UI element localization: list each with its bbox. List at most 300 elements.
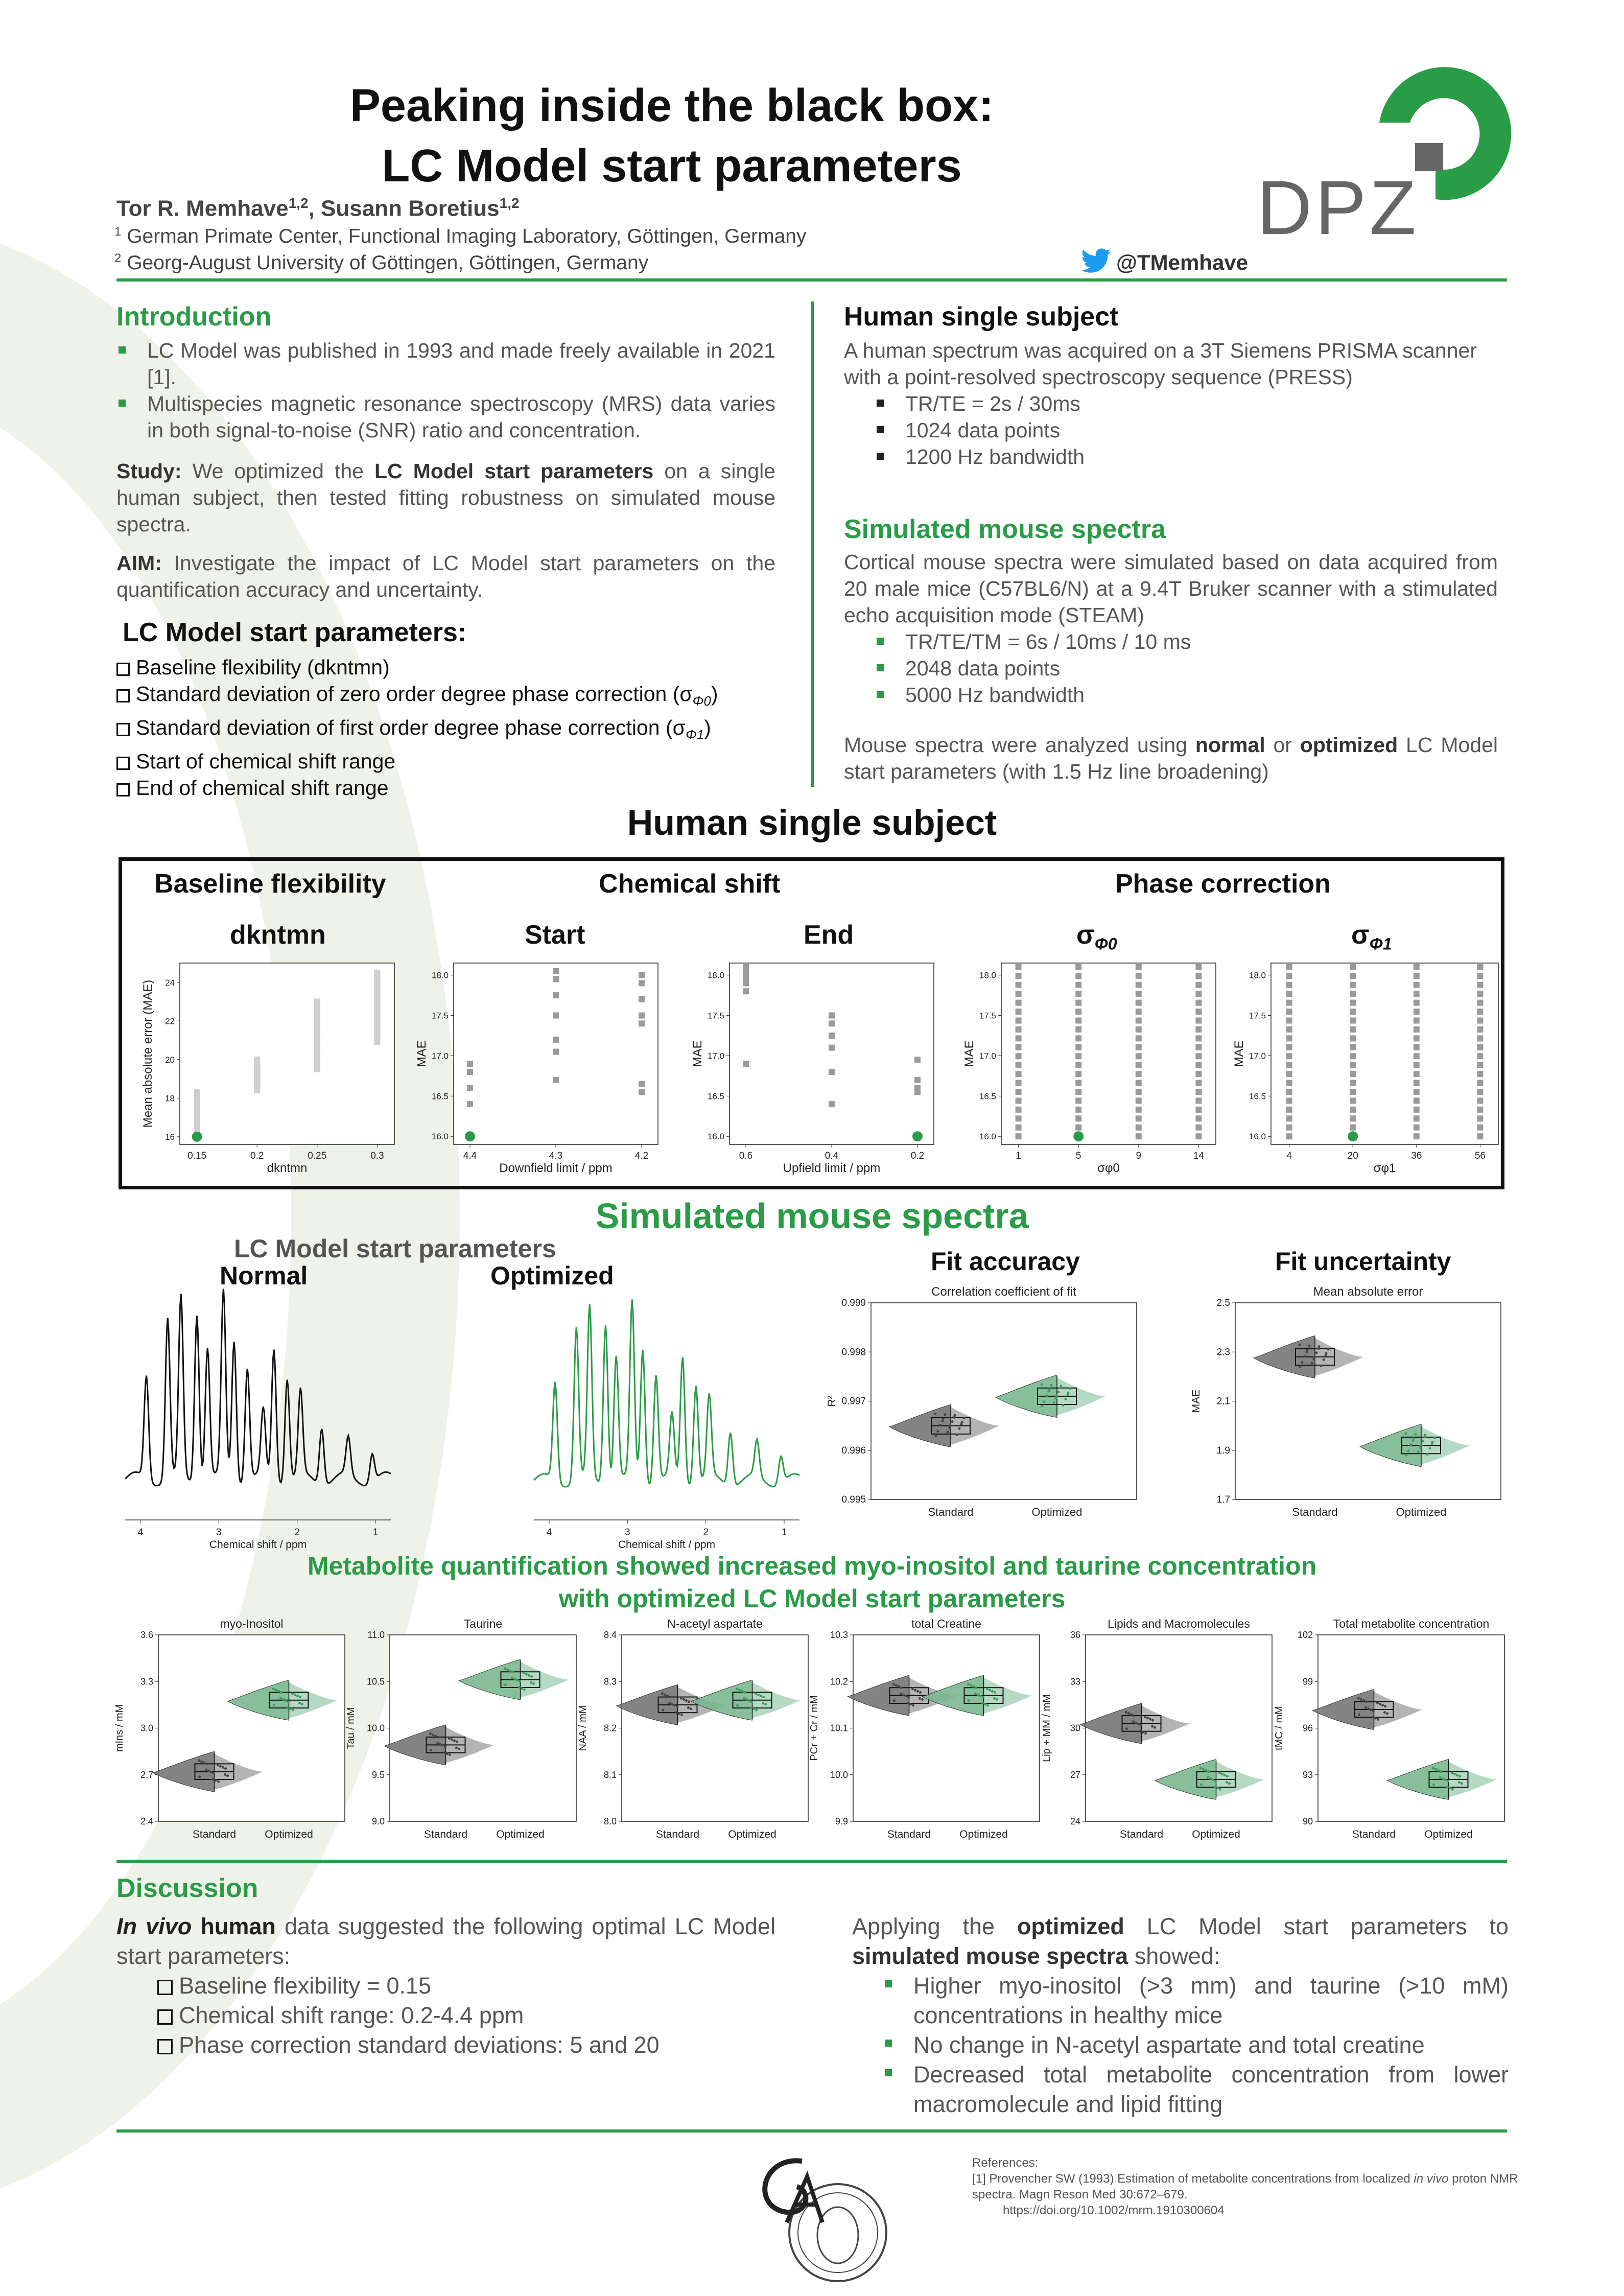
jitter-point (513, 1678, 516, 1680)
jitter-point (986, 1688, 988, 1690)
jitter-point (764, 1703, 767, 1705)
jitter-point (736, 1688, 738, 1690)
jitter-point (1135, 1722, 1137, 1724)
discussion-heading: Discussion (116, 1873, 258, 1903)
y-tick-label: 18 (165, 1093, 175, 1104)
x-tick-label: Optimized (265, 1829, 313, 1840)
jitter-point (456, 1741, 458, 1743)
y-tick-label: 1.9 (1216, 1445, 1230, 1456)
fit-accuracy-heading: Fit accuracy (931, 1247, 1080, 1276)
jitter-point (1205, 1769, 1207, 1772)
jitter-point (277, 1690, 280, 1693)
jitter-point (745, 1698, 748, 1701)
jitter-point (743, 1691, 746, 1694)
y-tick-label: 2.3 (1216, 1347, 1230, 1358)
y-tick-label: 3.0 (140, 1723, 153, 1733)
jitter-point (905, 1695, 907, 1697)
y-tick-label: 18.0 (979, 970, 996, 980)
y-tick-label: 1.7 (1216, 1494, 1230, 1505)
x-tick-label: 0.2 (910, 1151, 925, 1161)
jitter-point (519, 1680, 521, 1682)
jitter-point (755, 1693, 757, 1695)
optimized-label: Optimized (490, 1261, 614, 1290)
y-tick-label: 36 (1070, 1630, 1080, 1640)
jitter-point (986, 1704, 989, 1706)
jitter-point (1127, 1712, 1130, 1715)
y-axis-label: tMC / mM (1274, 1706, 1285, 1750)
y-tick-label: 30 (1070, 1723, 1080, 1733)
y-tick-label: 3.3 (140, 1676, 153, 1687)
jitter-point (1364, 1706, 1367, 1709)
jitter-point (762, 1702, 764, 1704)
jitter-point (430, 1749, 432, 1751)
jitter-point (755, 1709, 758, 1712)
y-tick-label: 2.7 (140, 1769, 153, 1780)
x-tick-label: 0.15 (187, 1151, 207, 1161)
jitter-point (1437, 1769, 1440, 1772)
jitter-point (919, 1697, 921, 1700)
subtitle-end: End (804, 920, 854, 950)
x-tick-label: 2 (703, 1527, 709, 1538)
jitter-point (301, 1703, 303, 1705)
jitter-point (1372, 1710, 1375, 1713)
jitter-point (669, 1696, 671, 1698)
jitter-point (994, 1691, 996, 1694)
jitter-point (970, 1684, 972, 1686)
intro-bullet: LC Model was published in 1993 and made freely available in 2021 [1]. (116, 337, 775, 390)
group-phase-correction: Phase correction (1115, 869, 1331, 899)
jitter-point (504, 1683, 507, 1686)
jitter-point (1125, 1711, 1127, 1714)
y-tick-label: 8.3 (603, 1676, 617, 1687)
y-tick-label: 18.0 (431, 970, 449, 980)
jitter-point (907, 1696, 910, 1698)
subtitle-dkntmn: dkntmn (230, 920, 326, 950)
x-axis-label: dkntmn (267, 1161, 308, 1175)
y-tick-label: 10.5 (366, 1676, 385, 1687)
jitter-point (912, 1704, 914, 1706)
jitter-point (523, 1672, 525, 1674)
jitter-point (1212, 1778, 1214, 1781)
jitter-point (1140, 1724, 1142, 1726)
jitter-point (1219, 1788, 1221, 1791)
y-axis-label: NAA / mM (577, 1705, 589, 1751)
jitter-point (203, 1762, 205, 1764)
violin-plot (345, 1617, 576, 1840)
x-tick-label: 4.2 (634, 1151, 649, 1161)
group-baseline: Baseline flexibility (154, 869, 386, 899)
jitter-point (1384, 1705, 1386, 1707)
jitter-point (895, 1684, 898, 1686)
jitter-point (453, 1740, 456, 1742)
jitter-point (516, 1679, 519, 1681)
discussion-divider-top (116, 1860, 1507, 1863)
jitter-point (1434, 1768, 1437, 1771)
plot-title: Taurine (463, 1617, 503, 1630)
jitter-point (1146, 1717, 1149, 1719)
jitter-point (521, 1687, 523, 1690)
jitter-point (1446, 1786, 1449, 1788)
y-tick-label: 24 (1070, 1816, 1080, 1826)
jitter-point (446, 1752, 449, 1755)
jitter-point (909, 1703, 912, 1705)
x-tick-label: 5 (1075, 1151, 1081, 1161)
x-tick-label: 4 (546, 1527, 552, 1538)
jitter-point (1381, 1704, 1384, 1706)
normal-label: Normal (220, 1261, 308, 1290)
jitter-point (296, 1695, 299, 1697)
y-axis-label: Tau / mM (345, 1707, 357, 1749)
plot-frame (390, 1635, 576, 1821)
jitter-point (981, 1702, 984, 1704)
jitter-point (984, 1703, 986, 1705)
jitter-point (1362, 1699, 1365, 1702)
twitter-handle[interactable]: @TMemhave (1080, 248, 1248, 275)
discussion-right: Applying the optimized LC Model start parameters to simulated mouse spectra showed: Higher myo-inositol (>3 mm) and taurine (>10 mM) concentrations in healthy mice No change in N-acetyl aspartate and total creatine Decreased total metabolite concentration from lower macromolecule and lipid fitting (852, 1912, 1509, 2119)
metabolite-heading: Metabolite quantification showed increased myo-inositol and taurine concentration with optimized LC Model start parameters (307, 1552, 1317, 1613)
jitter-point (1439, 1776, 1442, 1779)
jitter-point (967, 1683, 970, 1685)
jitter-point (1154, 1726, 1156, 1729)
jitter-point (1357, 1697, 1360, 1700)
jitter-point (690, 1707, 692, 1710)
y-tick-label: 16.0 (979, 1132, 996, 1142)
y-tick-label: 20 (165, 1055, 175, 1065)
jitter-point (213, 1772, 215, 1774)
x-tick-label: 14 (1193, 1151, 1204, 1161)
jitter-point (1144, 1716, 1146, 1718)
fit-uncertainty-heading: Fit uncertainty (1275, 1247, 1451, 1276)
y-tick-label: 8.0 (603, 1816, 617, 1826)
jitter-point (287, 1706, 289, 1709)
jitter-point (1461, 1782, 1463, 1785)
param-item: Start of chemical shift range (116, 748, 718, 775)
jitter-point (1432, 1767, 1434, 1769)
x-tick-label: 0.25 (308, 1151, 327, 1161)
group-chemical-shift: Chemical shift (599, 869, 781, 899)
y-tick-label: 90 (1302, 1816, 1313, 1826)
x-tick-label: 4 (1286, 1151, 1292, 1161)
discussion-left: In vivo human data suggested the following optimal LC Model start parameters: Baseline flexibility = 0.15 Chemical shift range: 0.2-4.4 ppm Phase correction standard deviations: 5 and 20 (116, 1913, 775, 2058)
x-axis-label: Chemical shift / ppm (209, 1539, 307, 1551)
x-axis-label: σφ1 (1373, 1161, 1396, 1175)
mouse-heading: Simulated mouse spectra (844, 514, 1166, 544)
plot-frame (158, 1635, 345, 1821)
jitter-point (902, 1694, 905, 1696)
jitter-point (972, 1685, 975, 1688)
y-tick-label: 8.1 (603, 1769, 617, 1780)
jitter-point (432, 1733, 434, 1736)
jitter-point (661, 1692, 664, 1695)
jitter-point (1223, 1774, 1226, 1776)
jitter-point (1370, 1708, 1372, 1711)
violin-plot (577, 1617, 808, 1840)
violin-plot (1274, 1617, 1504, 1840)
jitter-point (1360, 1698, 1362, 1701)
jitter-point (919, 1691, 922, 1694)
x-tick-label: Standard (192, 1829, 237, 1840)
jitter-point (506, 1668, 509, 1671)
intro-heading: Introduction (116, 302, 272, 332)
x-tick-label: Standard (655, 1829, 700, 1840)
y-tick-label: 96 (1302, 1723, 1313, 1733)
plot-frame (1318, 1635, 1504, 1821)
jitter-point (916, 1690, 919, 1693)
y-tick-label: 0.997 (841, 1396, 866, 1407)
jitter-point (666, 1695, 669, 1697)
jitter-point (680, 1697, 682, 1700)
jitter-point (675, 1711, 678, 1714)
y-tick-label: 17.5 (1249, 1011, 1266, 1021)
jitter-point (1139, 1730, 1142, 1732)
y-tick-label: 17.5 (979, 1011, 996, 1021)
jitter-point (291, 1693, 294, 1695)
jitter-point (279, 1697, 282, 1700)
jitter-point (448, 1737, 451, 1740)
y-tick-label: 102 (1297, 1630, 1313, 1640)
jitter-point (525, 1673, 528, 1676)
x-tick-label: Standard (1352, 1829, 1396, 1840)
jitter-point (736, 1704, 739, 1706)
jitter-point (434, 1735, 437, 1737)
jitter-point (436, 1742, 439, 1744)
jitter-point (968, 1699, 970, 1702)
y-tick-label: 0.996 (841, 1445, 866, 1456)
jitter-point (680, 1714, 683, 1716)
y-axis-label: mIns / mM (114, 1704, 125, 1752)
jitter-point (1226, 1775, 1229, 1777)
y-tick-label: 3.6 (140, 1630, 153, 1640)
jitter-point (1228, 1782, 1231, 1785)
jitter-point (1200, 1783, 1203, 1786)
jitter-point (1226, 1781, 1228, 1784)
y-axis-label: MAE (415, 1040, 429, 1067)
y-tick-label: 24 (165, 977, 175, 988)
y-tick-label: 10.3 (830, 1630, 848, 1640)
jitter-point (1125, 1727, 1128, 1730)
y-tick-label: 17.5 (431, 1011, 449, 1021)
jitter-point (900, 1686, 903, 1689)
human-text: A human spectrum was acquired on a 3T Siemens PRISMA scanner with a point-resolved spectroscopy sequence (PRESS) TR/TE = 2s / 30ms 1024 data points 1200 Hz bandwidth (844, 337, 1508, 470)
jitter-point (760, 1695, 762, 1697)
plot-title: Mean absolute error (1313, 1285, 1423, 1299)
jitter-point (210, 1771, 213, 1773)
jitter-point (215, 1779, 217, 1782)
jitter-point (1374, 1717, 1377, 1720)
jitter-point (439, 1743, 441, 1746)
x-tick-label: 4.3 (549, 1151, 563, 1161)
aim-paragraph: AIM: Investigate the impact of LC Model start parameters on the quantification accuracy and uncertainty. (116, 551, 775, 601)
y-tick-label: 16.5 (707, 1091, 724, 1102)
jitter-point (1221, 1773, 1223, 1775)
jitter-point (1199, 1767, 1202, 1769)
x-tick-label: 3 (216, 1527, 222, 1538)
jitter-point (294, 1694, 296, 1696)
jitter-point (509, 1670, 511, 1672)
jitter-point (1383, 1711, 1386, 1714)
jitter-point (1372, 1716, 1374, 1718)
jitter-point (685, 1699, 688, 1702)
jitter-point (523, 1688, 526, 1691)
subtitle-sigma0: $\sigma_{\Phi 0}$ (1076, 920, 1117, 953)
jitter-point (289, 1707, 292, 1710)
jitter-point (996, 1698, 998, 1701)
y-tick-label: 8.4 (603, 1630, 617, 1640)
x-tick-label: 20 (1347, 1151, 1358, 1161)
y-tick-label: 2.4 (140, 1816, 153, 1826)
jitter-point (1456, 1774, 1458, 1776)
plot-frame (853, 1635, 1040, 1821)
y-axis-label: Lip + MM / mM (1041, 1694, 1052, 1762)
affiliation-2: $^2$ Georg-August University of Göttingen, Göttingen, Germany (114, 251, 649, 274)
jitter-point (668, 1702, 671, 1704)
author-list: Tor R. Memhave$^{1,2}$, Susann Boretius$^{1,2}$ (116, 195, 520, 221)
x-tick-label: 56 (1474, 1151, 1486, 1161)
jitter-point (977, 1694, 979, 1696)
y-tick-label: 16 (165, 1132, 175, 1142)
x-tick-label: Optimized (959, 1829, 1008, 1840)
jitter-point (762, 1696, 765, 1698)
dpz-logo-text: DPZ (1257, 165, 1419, 250)
y-tick-label: 9.5 (371, 1769, 385, 1780)
jitter-point (914, 1689, 916, 1692)
x-tick-label: Optimized (1424, 1829, 1473, 1840)
jitter-point (504, 1667, 506, 1670)
y-axis-label: MAE (691, 1040, 704, 1067)
x-tick-label: Standard (887, 1829, 931, 1840)
jitter-point (979, 1695, 982, 1697)
jitter-point (1451, 1772, 1453, 1774)
jitter-point (898, 1685, 900, 1688)
y-tick-label: 10.1 (830, 1723, 848, 1733)
jitter-point (200, 1760, 203, 1763)
jitter-point (1214, 1786, 1216, 1788)
jitter-point (273, 1704, 275, 1706)
y-tick-label: 22 (165, 1016, 175, 1026)
jitter-point (1386, 1712, 1388, 1715)
jitter-point (907, 1702, 909, 1704)
jitter-point (1132, 1720, 1135, 1723)
x-tick-label: 1 (372, 1527, 379, 1538)
y-axis-label: MAE (1232, 1040, 1246, 1067)
y-tick-label: 2.5 (1216, 1298, 1230, 1308)
jitter-point (1202, 1768, 1205, 1771)
x-tick-label: Standard (1292, 1506, 1338, 1518)
jitter-point (272, 1688, 275, 1690)
jitter-point (224, 1773, 226, 1776)
jitter-point (455, 1747, 458, 1749)
jitter-point (1440, 1770, 1442, 1773)
jitter-point (285, 1699, 287, 1702)
x-tick-label: Standard (928, 1506, 974, 1518)
jitter-point (198, 1759, 200, 1762)
x-tick-label: 36 (1411, 1151, 1422, 1161)
y-tick-label: 2.1 (1216, 1396, 1230, 1407)
jitter-point (1214, 1779, 1217, 1782)
jitter-point (207, 1770, 210, 1772)
y-tick-label: 17.0 (979, 1051, 996, 1061)
jitter-point (975, 1686, 977, 1689)
x-axis-label: Chemical shift / ppm (618, 1539, 716, 1551)
violin-plot (1041, 1617, 1272, 1840)
jitter-point (530, 1675, 533, 1678)
jitter-point (1151, 1719, 1154, 1722)
poster-title: Peaking inside the black box: LC Model start parameters (349, 80, 994, 192)
jitter-point (205, 1769, 207, 1771)
jitter-point (921, 1698, 924, 1701)
plot-title: N-acetyl aspartate (667, 1617, 763, 1630)
jitter-point (1367, 1707, 1370, 1710)
jitter-point (528, 1674, 530, 1677)
jitter-point (757, 1694, 760, 1696)
human-heading: Human single subject (844, 302, 1119, 332)
jitter-point (911, 1688, 914, 1690)
y-tick-label: 18.0 (707, 970, 724, 980)
jitter-point (682, 1698, 685, 1701)
y-tick-label: 9.0 (371, 1816, 385, 1826)
y-tick-label: 27 (1070, 1769, 1080, 1780)
jitter-point (1149, 1718, 1151, 1721)
y-tick-label: 16.0 (431, 1132, 449, 1142)
y-tick-label: 0.995 (841, 1494, 866, 1505)
jitter-point (443, 1751, 446, 1754)
jitter-point (1365, 1700, 1368, 1703)
jitter-point (219, 1765, 222, 1768)
jitter-point (441, 1744, 444, 1747)
jitter-point (287, 1700, 290, 1703)
jitter-point (1447, 1779, 1449, 1782)
x-tick-label: 0.3 (370, 1151, 384, 1161)
human-figure-heading: Human single subject (627, 803, 997, 842)
x-axis-label: σφ0 (1097, 1161, 1120, 1175)
jitter-point (224, 1767, 227, 1770)
violin-plot (114, 1617, 345, 1840)
y-tick-label: 9.9 (835, 1816, 848, 1826)
jitter-point (530, 1681, 532, 1684)
y-tick-label: 10.0 (830, 1769, 848, 1780)
jitter-point (743, 1697, 745, 1700)
jitter-point (275, 1689, 277, 1692)
param-item: Baseline flexibility (dkntmn) (116, 654, 718, 681)
subtitle-start: Start (525, 920, 585, 950)
y-tick-label: 17.0 (431, 1051, 449, 1061)
jitter-point (1458, 1781, 1461, 1784)
jitter-point (212, 1778, 215, 1780)
y-tick-label: 99 (1302, 1676, 1313, 1687)
jitter-point (458, 1748, 460, 1750)
jitter-point (1209, 1777, 1212, 1780)
plot-title: Total metabolite concentration (1333, 1617, 1490, 1630)
jitter-point (1442, 1777, 1444, 1780)
jitter-point (444, 1745, 446, 1748)
plot-title: Correlation coefficient of fit (931, 1285, 1076, 1299)
y-tick-label: 8.2 (603, 1723, 617, 1733)
jitter-point (198, 1775, 201, 1778)
subtitle-sigma1: $\sigma_{\Phi 1}$ (1351, 920, 1392, 953)
jitter-point (673, 1704, 676, 1706)
x-tick-label: Optimized (1031, 1506, 1082, 1518)
x-tick-label: 9 (1136, 1151, 1142, 1161)
x-tick-label: Optimized (496, 1829, 545, 1840)
y-tick-label: 17.0 (707, 1051, 724, 1061)
x-tick-label: 0.6 (739, 1151, 753, 1161)
jitter-point (437, 1736, 439, 1739)
x-tick-label: 0.4 (825, 1151, 839, 1161)
jitter-point (449, 1753, 451, 1756)
jitter-point (298, 1702, 301, 1704)
jitter-point (1137, 1723, 1140, 1725)
jitter-point (518, 1686, 521, 1689)
